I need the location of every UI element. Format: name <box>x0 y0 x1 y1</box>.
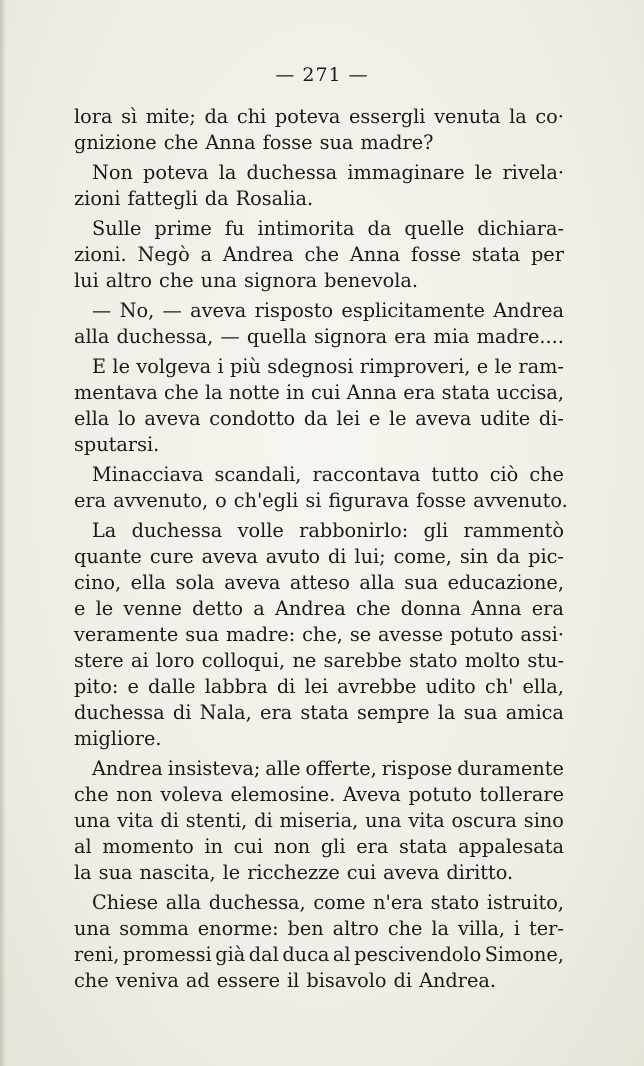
text-word: duchessa <box>74 701 165 724</box>
text-word: lui <box>74 269 99 292</box>
text-word: non <box>273 835 311 858</box>
text-word: assi· <box>520 623 564 646</box>
text-word: avvenuto, <box>113 489 209 512</box>
text-word: Aveva <box>342 783 401 806</box>
text-line <box>74 544 564 570</box>
text-word: condotto <box>209 407 296 430</box>
text-word: migliore. <box>74 727 162 750</box>
text-word: aveva <box>415 407 472 430</box>
text-word: una <box>74 809 111 832</box>
text-word: e <box>127 675 139 698</box>
text-word: una <box>200 269 237 292</box>
text-word: ne <box>292 649 317 672</box>
text-line <box>74 622 564 648</box>
text-line <box>74 104 564 130</box>
text-word: Andrea <box>92 757 163 780</box>
text-word: rabbonirlo: <box>299 519 409 542</box>
text-word: si <box>305 489 322 512</box>
text-word: co· <box>535 105 564 128</box>
text-word: — <box>162 299 182 322</box>
text-word: ricchezze <box>247 861 340 884</box>
text-word: fosse <box>262 131 313 154</box>
text-word: tollerare <box>479 783 564 806</box>
text-word: che <box>74 969 109 992</box>
text-word: pito: <box>74 675 119 698</box>
text-word: alla <box>359 571 395 594</box>
text-line <box>74 186 564 212</box>
text-word: duca <box>282 943 330 966</box>
text-word: sua <box>319 131 354 154</box>
text-word: stata <box>399 835 448 858</box>
page-edge-shadow <box>0 0 6 1066</box>
text-line <box>74 518 564 544</box>
text-word: atteso <box>289 571 350 594</box>
text-word: una <box>365 809 402 832</box>
text-line <box>74 756 564 782</box>
text-line <box>74 380 564 406</box>
text-word: madre? <box>360 131 434 154</box>
text-line <box>74 242 564 268</box>
text-word: ter- <box>529 917 564 940</box>
text-line <box>74 354 564 380</box>
text-word: diritto. <box>446 861 514 884</box>
text-word: appalesata <box>458 835 564 858</box>
text-word: elemosine. <box>230 783 336 806</box>
text-word: era <box>74 489 107 512</box>
text-line <box>74 216 564 242</box>
text-word: aveva <box>190 299 247 322</box>
text-word: non <box>116 783 153 806</box>
text-word: miseria, <box>279 809 359 832</box>
text-word: potuto <box>408 783 472 806</box>
text-word: istruito, <box>486 891 564 914</box>
text-word: aveva <box>224 571 281 594</box>
text-word: fosse <box>416 489 467 512</box>
text-word: a <box>200 243 213 266</box>
text-word: benevola. <box>324 269 419 292</box>
text-word: e <box>476 355 489 378</box>
text-word: di <box>160 809 179 832</box>
text-word: era <box>356 835 389 858</box>
text-word: molto <box>464 649 521 672</box>
text-word: ella <box>74 407 110 430</box>
text-word: di <box>276 675 296 698</box>
text-word: sin <box>459 545 489 568</box>
text-word: signora <box>313 325 388 348</box>
text-word: duchessa, <box>208 891 306 914</box>
text-word: stenti, <box>185 809 248 832</box>
text-word: detto <box>192 597 244 620</box>
text-word: La <box>92 519 117 542</box>
text-word: poteva <box>274 105 341 128</box>
text-word: venuta <box>434 105 501 128</box>
text-word: duchessa <box>246 161 338 184</box>
text-word: Anna <box>205 131 256 154</box>
text-word: era <box>403 381 436 404</box>
text-word: dichiara- <box>477 217 564 240</box>
text-word: era <box>394 325 427 348</box>
text-word: labbra <box>204 675 268 698</box>
text-word: poteva <box>143 161 209 184</box>
text-word: vita <box>408 809 445 832</box>
text-word: lei <box>304 675 329 698</box>
text-word: zioni <box>74 187 121 210</box>
text-word: rimproveri, <box>359 355 471 378</box>
text-word: già <box>215 943 246 966</box>
text-word: sì <box>121 105 138 128</box>
text-word: che <box>164 381 199 404</box>
text-word: la <box>431 917 450 940</box>
text-word: stu- <box>527 649 564 672</box>
text-word: le <box>95 597 114 620</box>
text-word: duchessa <box>131 519 223 542</box>
text-word: sua <box>185 623 220 646</box>
text-word: insisteva; <box>167 757 261 780</box>
text-word: Anna <box>346 381 397 404</box>
text-word: uccisa, <box>496 381 564 404</box>
text-word: n'era <box>373 891 423 914</box>
text-word: alle <box>265 757 301 780</box>
text-word: le <box>112 355 130 378</box>
text-word: lui; <box>354 545 386 568</box>
text-word: stata <box>471 243 521 266</box>
text-word: promessi <box>122 943 212 966</box>
text-word: tutto <box>431 463 479 486</box>
text-word: di <box>393 969 413 992</box>
text-word: enorme: <box>197 917 279 940</box>
text-word: fu <box>224 217 245 240</box>
text-word: prime <box>154 217 212 240</box>
text-line <box>74 890 564 916</box>
text-line <box>74 968 564 994</box>
text-word: le <box>222 861 241 884</box>
text-line <box>74 700 564 726</box>
text-word: cure <box>149 545 194 568</box>
text-word: ben <box>287 917 324 940</box>
text-word: che <box>159 269 194 292</box>
text-word: Anna <box>471 597 522 620</box>
text-word: scandali, <box>214 463 302 486</box>
text-word: cui <box>311 381 341 404</box>
text-word: dal <box>248 943 279 966</box>
text-word: più <box>230 355 261 378</box>
text-word: colloqui, <box>201 649 286 672</box>
text-word: sino <box>523 809 564 832</box>
text-word: se <box>349 623 372 646</box>
text-word: nascita, <box>139 861 216 884</box>
text-word: ciò <box>489 463 519 486</box>
text-word: sdegnosi <box>267 355 354 378</box>
text-word: in <box>286 381 305 404</box>
text-word: pescivendolo <box>354 943 482 966</box>
text-word: che <box>163 131 199 154</box>
text-word: avvenuto. <box>473 489 568 512</box>
text-word: le <box>494 355 513 378</box>
text-word: duchessa, <box>116 325 214 348</box>
text-line <box>74 834 564 860</box>
text-word: Rosalia. <box>235 187 314 210</box>
text-word: volgeva <box>136 355 212 378</box>
text-word: zioni. <box>74 243 127 266</box>
text-word: di <box>172 701 192 724</box>
text-word: ad <box>185 969 210 992</box>
body-text <box>74 104 568 994</box>
text-word: duramente <box>457 757 564 780</box>
text-word: le <box>474 161 493 184</box>
text-line <box>74 432 564 458</box>
text-word: una <box>74 917 111 940</box>
text-word: Negò <box>137 243 190 266</box>
text-word: Sulle <box>92 217 142 240</box>
text-line <box>74 596 564 622</box>
text-word: che <box>529 463 564 486</box>
text-word: cui <box>233 835 264 858</box>
text-word: Andrea <box>222 243 294 266</box>
text-word: che <box>74 783 109 806</box>
text-word: oscura <box>451 809 517 832</box>
text-word: risposto <box>254 299 334 322</box>
text-word: stato <box>408 649 458 672</box>
text-word: lo <box>117 407 136 430</box>
text-word: alla <box>74 325 110 348</box>
text-word: sua <box>463 701 498 724</box>
text-word: momento <box>102 835 194 858</box>
text-word: ai <box>130 649 149 672</box>
text-word: sempre <box>356 701 430 724</box>
text-word: Andrea <box>493 299 564 322</box>
text-word: per <box>530 243 564 266</box>
text-word: la <box>218 161 237 184</box>
text-word: quante <box>74 545 142 568</box>
text-line <box>74 782 564 808</box>
text-word: figurava <box>328 489 410 512</box>
text-word: madre: <box>225 623 296 646</box>
text-word: sarebbe <box>323 649 402 672</box>
text-word: rivela· <box>502 161 564 184</box>
text-word: aveva <box>201 545 258 568</box>
text-word: mentava <box>74 381 158 404</box>
text-word: cino, <box>74 571 122 594</box>
text-word: lei <box>336 407 361 430</box>
text-word: ella, <box>522 675 564 698</box>
text-word: signora <box>244 269 318 292</box>
text-word: ella <box>130 571 166 594</box>
text-word: stata <box>300 701 349 724</box>
text-word: amica <box>505 701 564 724</box>
text-word: gli <box>320 835 346 858</box>
text-word: sua <box>404 571 439 594</box>
text-line <box>74 726 564 752</box>
text-word: veniva <box>115 969 179 992</box>
text-word: e <box>368 407 381 430</box>
text-word: la <box>509 105 527 128</box>
page-number: — 271 — <box>275 64 369 86</box>
text-word: — <box>92 299 112 322</box>
text-line <box>74 488 568 514</box>
text-word: da <box>204 105 229 128</box>
text-word: come, <box>393 545 452 568</box>
text-word: ch'egli <box>233 489 299 512</box>
text-word: chi <box>236 105 267 128</box>
text-word: essere <box>216 969 281 992</box>
text-word: Simone, <box>484 943 564 966</box>
text-line <box>74 462 564 488</box>
text-word: o <box>215 489 227 512</box>
text-word: loro <box>155 649 195 672</box>
text-word: i <box>513 917 521 940</box>
text-word: ch' <box>484 675 514 698</box>
text-word: la <box>204 381 223 404</box>
text-word: sputarsi. <box>74 433 160 456</box>
text-word: al <box>74 835 92 858</box>
text-word: alla <box>165 891 202 914</box>
text-word: donna <box>400 597 462 620</box>
text-word: udito <box>425 675 476 698</box>
text-word: venne <box>123 597 182 620</box>
text-word: come <box>313 891 366 914</box>
text-word: cui <box>346 861 377 884</box>
text-word: di <box>254 809 273 832</box>
text-word: aveva <box>144 407 201 430</box>
text-line <box>74 160 564 186</box>
text-word: a <box>253 597 265 620</box>
text-word: quelle <box>404 217 465 240</box>
text-word: sola <box>175 571 215 594</box>
text-word: che, <box>302 623 343 646</box>
text-word: volle <box>237 519 284 542</box>
text-word: mia <box>433 325 470 348</box>
text-word: udite <box>480 407 531 430</box>
text-word: aveva <box>383 861 440 884</box>
text-word: E <box>92 355 107 378</box>
text-word: — <box>220 325 240 348</box>
text-word: da <box>367 217 392 240</box>
text-word: Nala, <box>199 701 252 724</box>
text-line <box>74 860 564 886</box>
text-word: offerte, <box>305 757 377 780</box>
text-word: Andrea <box>274 597 346 620</box>
text-line <box>74 406 564 432</box>
text-word: altro <box>332 917 379 940</box>
text-word: sua <box>98 861 133 884</box>
text-word: Non <box>92 161 133 184</box>
text-word: voleva <box>160 783 223 806</box>
text-word: in <box>204 835 223 858</box>
text-line <box>74 808 564 834</box>
text-line <box>74 268 564 294</box>
text-line <box>74 916 564 942</box>
text-word: era <box>260 701 293 724</box>
text-word: da <box>496 545 521 568</box>
text-word: avuto <box>265 545 320 568</box>
text-word: la <box>437 701 456 724</box>
text-word: al <box>332 943 351 966</box>
text-word: stata <box>441 381 491 404</box>
text-word: educazione, <box>447 571 564 594</box>
text-line <box>74 942 564 968</box>
text-word: il <box>287 969 300 992</box>
text-word: quella <box>246 325 307 348</box>
text-word: avesse <box>378 623 444 646</box>
text-line <box>74 674 564 700</box>
text-word: raccontava <box>312 463 421 486</box>
text-line <box>74 648 564 674</box>
text-word: vita <box>117 809 154 832</box>
text-word: Chiese <box>92 891 159 914</box>
text-word: le <box>388 407 407 430</box>
text-word: lora <box>74 105 113 128</box>
text-word: gnizione <box>74 131 157 154</box>
text-line <box>74 324 564 350</box>
text-line <box>74 130 564 156</box>
text-word: immaginare <box>347 161 465 184</box>
text-word: villa, <box>457 917 505 940</box>
text-word: avrebbe <box>337 675 417 698</box>
text-word: gli <box>423 519 449 542</box>
text-word: somma <box>119 917 189 940</box>
text-word: stere <box>74 649 124 672</box>
text-word: la <box>74 861 92 884</box>
text-word: No, <box>119 299 155 322</box>
text-word: che <box>304 243 340 266</box>
text-word: fosse <box>410 243 461 266</box>
text-word: potuto <box>449 623 514 646</box>
text-word: che <box>387 917 423 940</box>
text-word: rammentò <box>463 519 564 542</box>
text-word: Minacciava <box>92 463 204 486</box>
text-word: intimorita <box>257 217 355 240</box>
text-word: essergli <box>348 105 426 128</box>
text-word: bisavolo <box>306 969 387 992</box>
text-word: era <box>531 597 564 620</box>
text-line <box>74 570 564 596</box>
text-word: di <box>327 545 347 568</box>
text-word: dalle <box>147 675 196 698</box>
text-word: fattegli <box>127 187 198 210</box>
text-word: Andrea. <box>419 969 496 992</box>
text-word: stato <box>430 891 480 914</box>
text-word: veramente <box>74 623 179 646</box>
text-word: notte <box>228 381 280 404</box>
text-word: da <box>303 407 328 430</box>
text-word: e <box>74 597 86 620</box>
text-line <box>74 298 564 324</box>
text-word: che <box>355 597 391 620</box>
text-word: altro <box>105 269 153 292</box>
text-word: ram- <box>518 355 564 378</box>
text-word: esplicitamente <box>341 299 485 322</box>
text-word: i <box>217 355 224 378</box>
text-word: madre.... <box>476 325 564 348</box>
text-word: Anna <box>349 243 401 266</box>
text-word: da <box>204 187 229 210</box>
text-word: rispose <box>381 757 453 780</box>
text-word: reni, <box>74 943 120 966</box>
text-word: di- <box>538 407 564 430</box>
text-word: mite; <box>145 105 196 128</box>
text-word: pic- <box>528 545 564 568</box>
